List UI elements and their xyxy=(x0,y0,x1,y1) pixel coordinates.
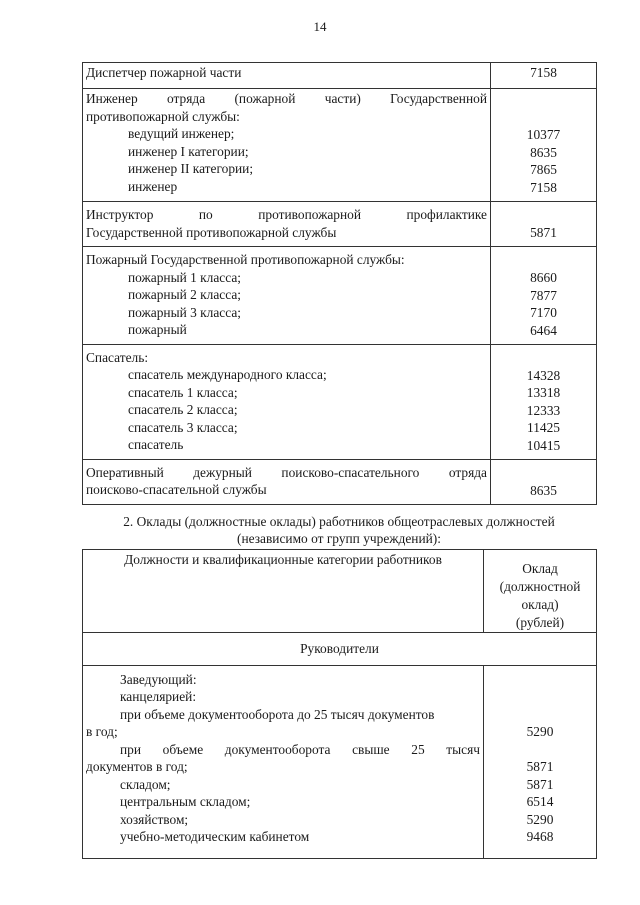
salary-value: 7158 xyxy=(530,179,557,195)
salary-cell xyxy=(491,202,597,247)
position-cell xyxy=(83,247,491,345)
salary-cell xyxy=(491,459,597,504)
list-item: спасатель международного класса; xyxy=(128,367,327,382)
salary-value: 11425 xyxy=(527,420,560,435)
salary-cell xyxy=(491,63,597,89)
list-item: инженер II категории; xyxy=(128,161,254,176)
position-title-line: Оперативный дежурный поисково-спасательного отряда xyxy=(86,464,487,480)
position-title-line: противопожарной службы: xyxy=(86,108,240,124)
section-title-line: (независимо от групп учреждений): xyxy=(237,531,441,546)
list-item: пожарный 2 класса; xyxy=(128,287,241,302)
list-item: при объеме документооборота свыше 25 тысяч xyxy=(120,741,480,757)
position-title-line: Инструктор по противопожарной профилактике xyxy=(86,207,487,222)
table-row xyxy=(83,89,597,202)
salary-value: 10415 xyxy=(526,437,561,453)
salary-value: 7877 xyxy=(530,287,557,303)
list-item: хозяйством; xyxy=(120,811,189,827)
salary-value: 5290 xyxy=(526,724,554,739)
list-item: учебно-методическим кабинетом xyxy=(120,829,310,844)
list-item: спасатель 1 класса; xyxy=(128,384,238,400)
section-title xyxy=(82,513,596,547)
position-cell xyxy=(83,665,484,858)
salary-table-2 xyxy=(82,549,597,859)
list-item: Заведующий: xyxy=(120,671,197,687)
list-item: канцелярией: xyxy=(120,689,197,704)
salary-value xyxy=(484,671,596,689)
section-title-line: 2. Оклады (должностные оклады) работников общеотраслевых должностей xyxy=(123,514,555,529)
position-cell xyxy=(83,344,491,459)
position-cell xyxy=(83,202,491,247)
list-item: ведущий инженер; xyxy=(128,126,235,141)
salary-value: 7865 xyxy=(530,162,557,177)
salary-value: 7170 xyxy=(530,305,557,320)
group-heading xyxy=(83,633,597,666)
salary-value: 9468 xyxy=(526,829,554,844)
list-item: пожарный xyxy=(128,322,187,337)
table-header-row xyxy=(83,550,597,633)
salary-value: 10377 xyxy=(526,127,561,142)
salary-cell xyxy=(491,344,597,459)
column-header-line: Оклад xyxy=(522,561,558,576)
list-item: спасатель xyxy=(128,437,184,452)
list-item: в год; xyxy=(86,724,118,739)
salary-value: 12333 xyxy=(526,402,561,418)
column-header xyxy=(83,550,484,633)
list-item: центральным складом; xyxy=(120,794,251,809)
position-title-line: Государственной противопожарной службы xyxy=(86,224,337,240)
salary-value: 8635 xyxy=(530,482,557,498)
list-item: инженер xyxy=(128,178,178,194)
salary-cell xyxy=(491,247,597,345)
salary-value: 7158 xyxy=(530,65,557,80)
salary-value: 5290 xyxy=(526,811,554,827)
table-row xyxy=(83,247,597,345)
position-cell xyxy=(83,89,491,202)
position-title-line: Пожарный Государственной противопожарной службы: xyxy=(86,252,405,267)
list-item: спасатель 3 класса; xyxy=(128,419,238,435)
list-item: пожарный 3 класса; xyxy=(128,304,241,320)
salary-value: 6514 xyxy=(526,794,554,809)
position-title-line: Инженер отряда (пожарной части) Государственной xyxy=(86,91,487,106)
list-item: документов в год; xyxy=(86,759,188,774)
position-cell xyxy=(83,63,491,89)
page-number: 14 xyxy=(313,19,327,34)
column-header-line: оклад) xyxy=(521,597,559,612)
salary-value xyxy=(484,688,596,706)
salary-value: 14328 xyxy=(526,367,561,383)
table-row xyxy=(83,202,597,247)
salary-value: 8635 xyxy=(530,144,557,160)
column-header xyxy=(484,550,597,633)
table-row xyxy=(83,459,597,504)
salary-cell xyxy=(491,89,597,202)
salary-value: 8660 xyxy=(530,270,557,285)
column-header-label: Должности и квалификационные категории работников xyxy=(124,552,442,567)
position-cell xyxy=(83,459,491,504)
table-row xyxy=(83,633,597,666)
salary-value: 5871 xyxy=(526,776,554,792)
list-item: пожарный 1 класса; xyxy=(128,269,241,285)
salary-value: 5871 xyxy=(526,759,554,774)
position-title: Диспетчер пожарной части xyxy=(86,65,242,80)
position-title-line: поисково-спасательной службы xyxy=(86,482,267,497)
column-header-line: (должностной xyxy=(499,579,581,594)
table-row xyxy=(83,63,597,89)
salary-value: 5871 xyxy=(530,225,557,240)
list-item: при объеме документооборота до 25 тысяч документов xyxy=(120,706,435,722)
position-title-line: Спасатель: xyxy=(86,349,149,365)
table-row xyxy=(83,665,597,858)
salary-cell xyxy=(484,665,597,858)
table-row xyxy=(83,344,597,459)
salary-value: 6464 xyxy=(530,322,557,338)
list-item: инженер I категории; xyxy=(128,143,249,159)
salary-value: 13318 xyxy=(526,385,561,400)
salary-table-1 xyxy=(82,62,597,505)
list-item: спасатель 2 класса; xyxy=(128,402,238,417)
group-heading-label: Руководители xyxy=(300,641,379,656)
column-header-line: (рублей) xyxy=(515,615,565,630)
salary-value xyxy=(484,706,596,724)
salary-value xyxy=(484,741,596,759)
list-item: складом; xyxy=(120,776,171,792)
